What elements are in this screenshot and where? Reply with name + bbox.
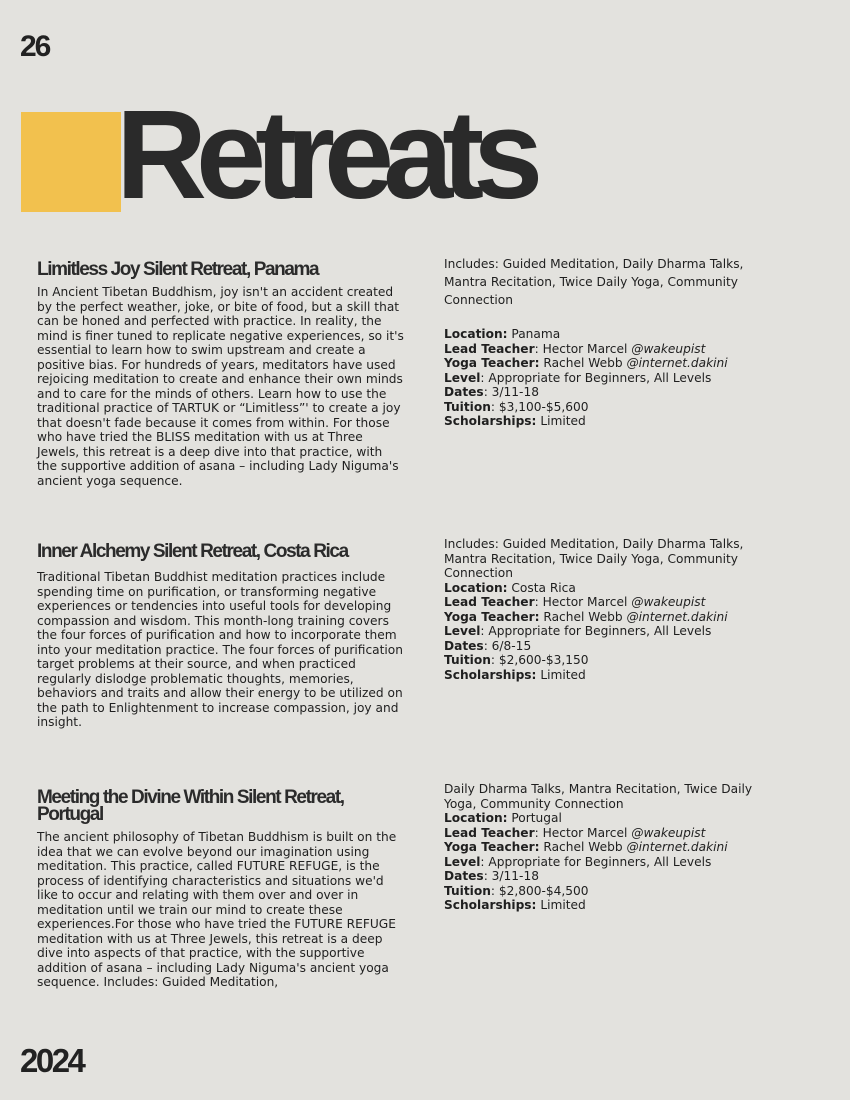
scholarships-label: Scholarships: bbox=[444, 898, 537, 912]
tuition-label: Tuition bbox=[444, 399, 491, 414]
dates-row: Dates: 3/11-18 bbox=[444, 385, 539, 399]
yoga-teacher-name: Rachel Webb bbox=[543, 609, 623, 624]
retreat-details-panama bbox=[444, 255, 784, 429]
scholarships-label: Scholarships: bbox=[444, 667, 537, 682]
retreat-title-costa-rica: Inner Alchemy Silent Retreat, Costa Rica bbox=[37, 541, 348, 562]
location-value: Panama bbox=[511, 327, 561, 341]
level-value: Appropriate for Beginners, All Levels bbox=[488, 370, 712, 385]
yoga-teacher-name: Rachel Webb bbox=[543, 356, 623, 370]
scholarships-value: Limited bbox=[540, 898, 586, 912]
lead-teacher-name: Hector Marcel bbox=[542, 595, 628, 609]
tuition-row: Tuition: $3,100-$5,600 bbox=[444, 399, 589, 414]
level-row: Level: Appropriate for Beginners, All Levels bbox=[444, 370, 712, 385]
location-row bbox=[444, 581, 784, 596]
dates-label: Dates bbox=[444, 638, 484, 653]
dates-value: 3/11-18 bbox=[491, 385, 539, 399]
yoga-teacher-row bbox=[444, 356, 784, 371]
retreat-description-panama: In Ancient Tibetan Buddhism, joy isn't an accident created by the perfect weather, joke, or bite of food, but a skill that can be honed and perfected with practice. In reality, the mind is finer tuned to replicate negative experiences, so it's essential to learn how to swim upstream and create a positive bias. For hundreds of years, meditators have used rejoicing meditation to create and enhance their own minds and to care for the minds of others. Learn how to use the traditional practice of TARTUK or “Limitless”' to create a joy that doesn't fade because it comes from within. For those who have tried the BLISS meditation with us at Three Jewels, this retreat is a deep dive into that practice, with the supportive addition of asana – including Lady Niguma's ancient yoga sequence. bbox=[37, 285, 404, 488]
page-title: Retreats bbox=[116, 84, 533, 225]
yoga-teacher-label: Yoga Teacher: bbox=[444, 356, 540, 370]
level-value: Appropriate for Beginners, All Levels bbox=[488, 624, 712, 638]
dates-row: Dates: 6/8-15 bbox=[444, 638, 532, 653]
level-row: Level: Appropriate for Beginners, All Levels bbox=[444, 854, 712, 869]
lead-teacher-row: Lead Teacher: Hector Marcel @wakeupist bbox=[444, 825, 706, 840]
location-label: Location: bbox=[444, 811, 508, 825]
retreat-details-costa-rica bbox=[444, 537, 784, 682]
lead-teacher-label: Lead Teacher bbox=[444, 341, 535, 356]
location-label: Location: bbox=[444, 580, 508, 595]
scholarships-row bbox=[444, 414, 784, 429]
tuition-row: Tuition: $2,600-$3,150 bbox=[444, 653, 589, 667]
scholarships-value: Limited bbox=[540, 414, 586, 428]
lead-teacher-name: Hector Marcel bbox=[542, 341, 628, 356]
lead-teacher-row: Lead Teacher: Hector Marcel @wakeupist bbox=[444, 341, 706, 356]
retreat-details-portugal bbox=[444, 782, 784, 913]
tuition-value: $2,600-$3,150 bbox=[498, 653, 589, 667]
yoga-teacher-handle: @internet.dakini bbox=[626, 840, 728, 854]
dates-row: Dates: 3/11-18 bbox=[444, 869, 539, 883]
scholarships-row bbox=[444, 898, 784, 913]
level-label: Level bbox=[444, 624, 481, 638]
tuition-value: $2,800-$4,500 bbox=[498, 883, 589, 898]
page-number: 26 bbox=[20, 30, 50, 63]
location-value: Portugal bbox=[511, 811, 562, 825]
level-value: Appropriate for Beginners, All Levels bbox=[488, 854, 712, 869]
lead-teacher-handle: @wakeupist bbox=[631, 341, 706, 356]
yoga-teacher-name: Rachel Webb bbox=[543, 840, 623, 854]
includes-text: Includes: Guided Meditation, Daily Dharma Talks, Mantra Recitation, Twice Daily Yoga, Community Connection bbox=[444, 537, 744, 580]
includes-text: Includes: Guided Meditation, Daily Dharma Talks, Mantra Recitation, Twice Daily Yoga, Community Connection bbox=[444, 257, 744, 307]
location-label: Location: bbox=[444, 327, 508, 341]
lead-teacher-handle: @wakeupist bbox=[631, 595, 706, 609]
location-row bbox=[444, 811, 784, 826]
dates-value: 6/8-15 bbox=[491, 638, 532, 653]
yoga-teacher-label: Yoga Teacher: bbox=[444, 609, 540, 624]
level-label: Level bbox=[444, 370, 481, 385]
yoga-teacher-row bbox=[444, 610, 784, 625]
accent-square bbox=[21, 112, 121, 212]
scholarships-label: Scholarships: bbox=[444, 414, 537, 428]
yoga-teacher-handle: @internet.dakini bbox=[626, 609, 728, 624]
year-label: 2024 bbox=[20, 1042, 84, 1079]
lead-teacher-handle: @wakeupist bbox=[631, 825, 706, 840]
tuition-row: Tuition: $2,800-$4,500 bbox=[444, 883, 589, 898]
scholarships-row bbox=[444, 668, 784, 683]
dates-label: Dates bbox=[444, 869, 484, 883]
tuition-label: Tuition bbox=[444, 653, 491, 667]
level-row: Level: Appropriate for Beginners, All Levels bbox=[444, 624, 712, 638]
level-label: Level bbox=[444, 854, 481, 869]
lead-teacher-name: Hector Marcel bbox=[542, 825, 628, 840]
yoga-teacher-row bbox=[444, 840, 784, 855]
retreat-description-portugal: The ancient philosophy of Tibetan Buddhism is built on the idea that we can evolve beyond our imagination using meditation. This practice, called FUTURE REFUGE, is the process of identifying characteristics and situations we'd like to occur and relating with them over and over in meditation until we train our mind to create these experiences.For those who have tried the FUTURE REFUGE meditation with us at Three Jewels, this retreat is a deep dive into aspects of that practice, with the supportive addition of asana – including Lady Niguma's ancient yoga sequence. Includes: Guided Meditation, bbox=[37, 830, 397, 989]
location-value: Costa Rica bbox=[511, 580, 576, 595]
includes-text: Daily Dharma Talks, Mantra Recitation, Twice Daily Yoga, Community Connection bbox=[444, 782, 753, 811]
yoga-teacher-label: Yoga Teacher: bbox=[444, 840, 540, 854]
tuition-label: Tuition bbox=[444, 883, 491, 898]
dates-value: 3/11-18 bbox=[491, 869, 539, 883]
lead-teacher-row: Lead Teacher: Hector Marcel @wakeupist bbox=[444, 595, 706, 609]
lead-teacher-label: Lead Teacher bbox=[444, 595, 535, 609]
yoga-teacher-handle: @internet.dakini bbox=[626, 356, 728, 370]
retreat-title-portugal: Meeting the Divine Within Silent Retreat, Portugal bbox=[37, 787, 344, 825]
dates-label: Dates bbox=[444, 385, 484, 399]
retreat-description-costa-rica: Traditional Tibetan Buddhist meditation practices include spending time on purification, or transforming negative experiences or tendencies into useful tools for developing compassion and wisdom. This month-long training covers the four forces of purification and how to incorporate them into your meditation practice. The four forces of purification target problems at their source, and when practiced regularly dislodge problematic thoughts, memories, behaviors and traits and allow their energy to be utilized on the path to Enlightenment to increase compassion, joy and insight. bbox=[37, 570, 403, 729]
retreat-title-panama: Limitless Joy Silent Retreat, Panama bbox=[37, 259, 319, 280]
scholarships-value: Limited bbox=[540, 667, 586, 682]
lead-teacher-label: Lead Teacher bbox=[444, 825, 535, 840]
tuition-value: $3,100-$5,600 bbox=[498, 399, 589, 414]
location-row bbox=[444, 327, 784, 342]
